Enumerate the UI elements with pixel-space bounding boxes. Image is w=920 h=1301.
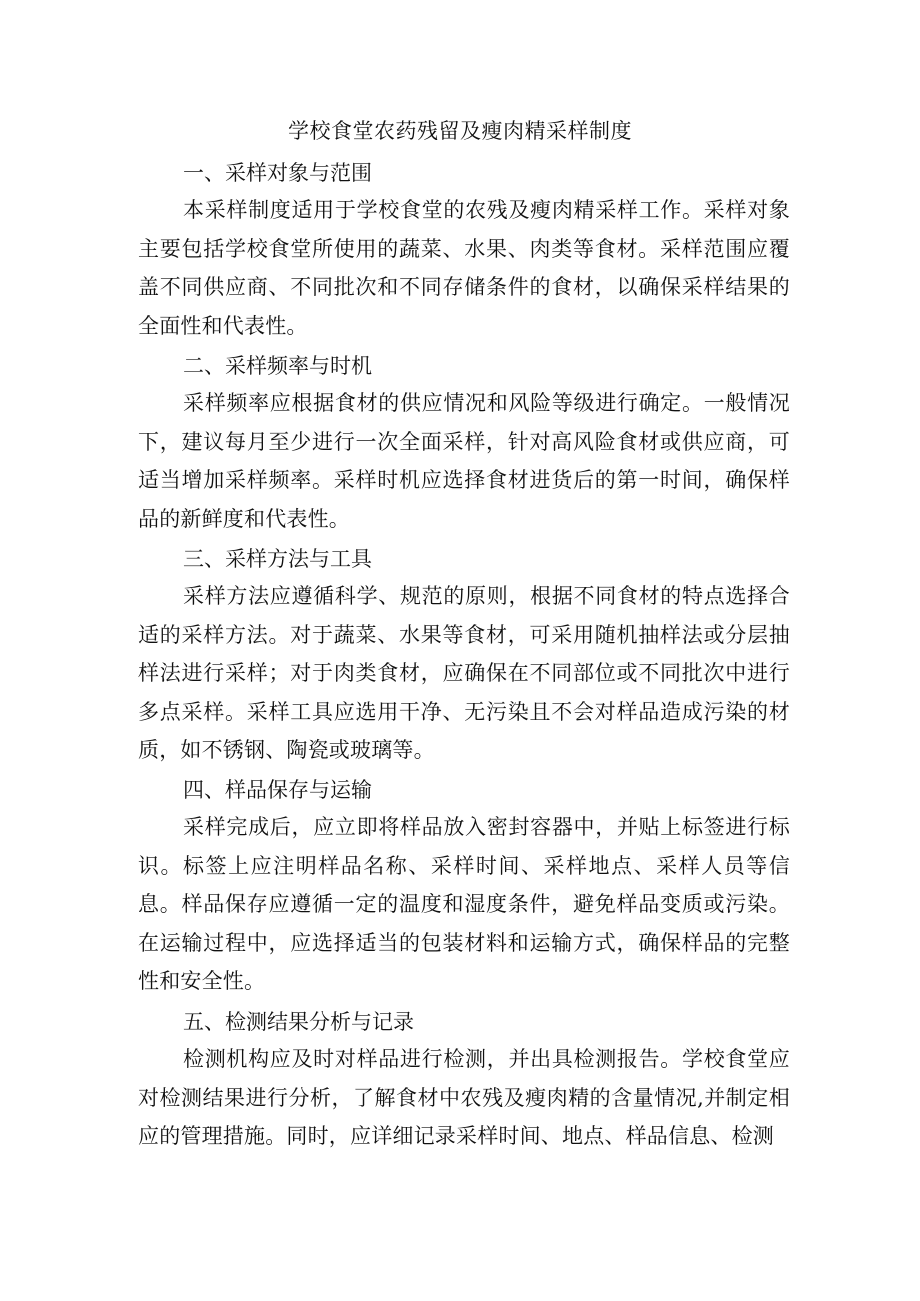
section-5-body: 检测机构应及时对样品进行检测，并出具检测报告。学校食堂应对检测结果进行分析，了解食材中农残及瘦肉精的含量情况,并制定相应的管理措施。同时，应详细记录采样时间、地点、样品信息、检测 <box>138 1047 790 1148</box>
section-3-heading: 三、采样方法与工具 <box>183 547 372 571</box>
section-4-heading: 四、样品保存与运输 <box>183 778 372 802</box>
section-1-body: 本采样制度适用于学校食堂的农残及瘦肉精采样工作。采样对象主要包括学校食堂所使用的蔬菜、水果、肉类等食材。采样范围应覆盖不同供应商、不同批次和不同存储条件的食材，以确保采样结果的全面性和代表性。 <box>138 198 790 338</box>
section-1-heading: 一、采样对象与范围 <box>183 161 372 185</box>
section-2-heading: 二、采样频率与时机 <box>183 354 372 378</box>
section-4-body: 采样完成后，应立即将样品放入密封容器中，并贴上标签进行标识。标签上应注明样品名称、采样时间、采样地点、采样人员等信息。样品保存应遵循一定的温度和湿度条件，避免样品变质或污染。在运输过程中，应选择适当的包装材料和运输方式，确保样品的完整性和安全性。 <box>138 815 790 993</box>
section-5-heading: 五、检测结果分析与记录 <box>183 1010 414 1034</box>
section-2-body: 采样频率应根据食材的供应情况和风险等级进行确定。一般情况下，建议每月至少进行一次全面采样，针对高风险食材或供应商，可适当增加采样频率。采样时机应选择食材进货后的第一时间，确保样品的新鲜度和代表性。 <box>138 391 790 531</box>
document-title: 学校食堂农药残留及瘦肉精采样制度 <box>288 119 632 143</box>
section-3-body: 采样方法应遵循科学、规范的原则，根据不同食材的特点选择合适的采样方法。对于蔬菜、水果等食材，可采用随机抽样法或分层抽样法进行采样；对于肉类食材，应确保在不同部位或不同批次中进行多点采样。采样工具应选用干净、无污染且不会对样品造成污染的材质，如不锈钢、陶瓷或玻璃等。 <box>138 584 790 762</box>
